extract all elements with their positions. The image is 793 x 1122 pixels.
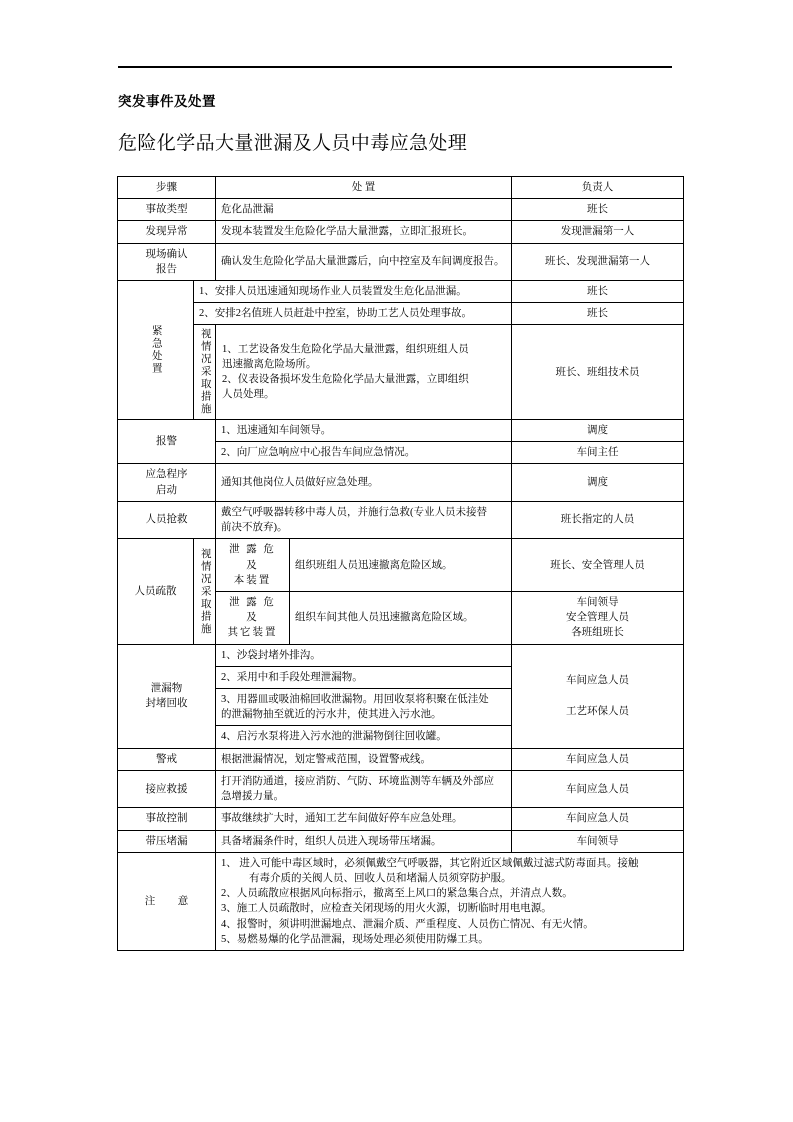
owner-evacuation-item2-line2: 安全管理人员 xyxy=(566,612,629,624)
table-row-pressure-plugging xyxy=(118,830,684,852)
owner-accident-type: 班长 xyxy=(512,199,684,221)
owner-personnel-rescue: 班长指定的人员 xyxy=(512,501,684,538)
action-text-leak-item4: 4、启污水泵将进入污水池的泄漏物倒往回收罐。 xyxy=(216,726,512,748)
action-text-receive-rescue-line2: 急增援力量。 xyxy=(221,791,284,803)
table-row-notes xyxy=(118,852,684,950)
action-text-emergency-item2: 2、安排2名值班人员赶赴中控室，协助工艺人员处理事故。 xyxy=(194,303,512,325)
step-label-emergency-handling xyxy=(118,281,194,420)
step-label-procedure-start xyxy=(118,464,216,501)
action-text-cordon: 根据泄漏情况，划定警戒范围，设置警戒线。 xyxy=(216,748,512,770)
notes-item1-line2: 有毒介质的关阀人员、回收人员和堵漏人员须穿防护服。 xyxy=(249,873,512,884)
owner-emergency-item1: 班长 xyxy=(512,281,684,303)
step-label-personnel-rescue: 人员抢救 xyxy=(118,501,216,538)
column-header-action: 处 置 xyxy=(216,176,512,198)
table-row-abnormal-found xyxy=(118,221,684,243)
action-text-leak-item1: 1、沙袋封堵外排沟。 xyxy=(216,644,512,666)
owner-cordon: 车间应急人员 xyxy=(512,748,684,770)
notes-item4: 4、报警时，须讲明泄漏地点、泄漏介质、严重程度、人员伤亡情况、有无火情。 xyxy=(221,918,594,930)
step-label-accident-control: 事故控制 xyxy=(118,808,216,830)
table-row-leak-containment-1 xyxy=(118,644,684,666)
owner-abnormal-found: 发现泄漏第一人 xyxy=(512,221,684,243)
owner-alarm-item2: 车间主任 xyxy=(512,442,684,464)
action-text-alarm-item2: 2、向厂应急响应中心报告车间应急情况。 xyxy=(216,442,512,464)
sub-label-emergency-measures xyxy=(194,325,216,420)
action-text-evacuation-item1: 组织班组人员迅速撤离危险区域。 xyxy=(290,539,512,592)
owner-emergency-item2: 班长 xyxy=(512,303,684,325)
action-text-receive-rescue xyxy=(216,770,512,807)
table-row-accident-type xyxy=(118,199,684,221)
sub-label-evacuation-own-unit-line2: 本装置 xyxy=(233,574,272,586)
step-label-site-confirm-line1: 现场确认 xyxy=(145,248,188,260)
action-text-accident-type: 危化品泄漏 xyxy=(216,199,512,221)
owner-emergency-item3: 班长、班组技术员 xyxy=(512,325,684,420)
action-text-evacuation-item2: 组织车间其他人员迅速撤离危险区域。 xyxy=(290,591,512,644)
action-text-emergency-item3-line2: 迅速撤离危险场所。 xyxy=(222,359,317,370)
step-label-accident-type: 事故类型 xyxy=(118,199,216,221)
notes-item1-line1: 1、 进入可能中毒区域时，必须佩戴空气呼吸器，其它附近区域佩戴过滤式防毒面具。接触 xyxy=(221,857,639,869)
notes-item3: 3、施工人员疏散时，应检查关闭现场的用火火源，切断临时用电电源。 xyxy=(221,903,552,915)
notes-item5: 5、易燃易爆的化学品泄漏，现场处理必须使用防爆工具。 xyxy=(221,933,489,945)
table-row-cordon xyxy=(118,748,684,770)
owner-evacuation-item2 xyxy=(512,591,684,644)
owner-evacuation-item1: 班长、安全管理人员 xyxy=(512,539,684,592)
document-heading: 突发事件及处置 xyxy=(118,94,216,109)
action-text-emergency-item3 xyxy=(216,325,512,420)
owner-leak-containment xyxy=(512,644,684,748)
table-row-evacuation-item1 xyxy=(118,539,684,592)
step-label-emergency-handling-vertical: 紧急处置 xyxy=(150,325,162,375)
table-row-emergency-item3 xyxy=(118,325,684,420)
owner-accident-control: 车间应急人员 xyxy=(512,808,684,830)
emergency-procedure-table xyxy=(117,176,684,951)
action-text-emergency-item3-line3: 2、仪表设备损坏发生危险化学品大量泄露，立即组织 xyxy=(222,374,469,386)
step-label-procedure-start-line1: 应急程序 xyxy=(145,469,188,481)
action-text-receive-rescue-line1: 打开消防通道，接应消防、气防、环境监测等车辆及外部应 xyxy=(221,775,494,787)
owner-alarm-item1: 调度 xyxy=(512,419,684,441)
notes-item2: 2、人员疏散应根据风向标指示，撤离至上风口的紧急集合点，并清点人数。 xyxy=(221,888,573,900)
notes-content xyxy=(216,852,684,950)
document-content xyxy=(118,66,672,951)
table-row-emergency-item2 xyxy=(118,303,684,325)
owner-evacuation-item2-line1: 车间领导 xyxy=(576,596,619,608)
header-rule xyxy=(118,66,672,68)
column-header-owner: 负责人 xyxy=(512,176,684,198)
owner-pressure-plugging: 车间领导 xyxy=(512,830,684,852)
table-row-personnel-rescue xyxy=(118,501,684,538)
page-title: 危险化学品大量泄漏及人员中毒应急处理 xyxy=(118,133,468,155)
action-text-alarm-item1: 1、迅速通知车间领导。 xyxy=(216,419,512,441)
action-text-emergency-item3-line1: 1、工艺设备发生危险化学品大量泄露，组织班组人员 xyxy=(222,343,469,355)
step-label-site-confirm-line2: 报告 xyxy=(156,263,177,275)
action-text-leak-item3-line2: 的泄漏物抽至就近的污水井，使其进入污水池。 xyxy=(221,709,442,721)
step-label-site-confirm xyxy=(118,243,216,280)
sub-label-evacuation-own-unit-line1: 泄 露 危 及 xyxy=(229,544,276,571)
action-text-personnel-rescue xyxy=(216,501,512,538)
step-label-cordon: 警戒 xyxy=(118,748,216,770)
sub-label-emergency-measures-vertical: 视情况采取措施 xyxy=(199,328,211,416)
action-text-personnel-rescue-line2: 前决不放弃)。 xyxy=(221,522,288,534)
action-text-site-confirm: 确认发生危险化学品大量泄露后，向中控室及车间调度报告。 xyxy=(216,243,512,280)
step-label-procedure-start-line2: 启动 xyxy=(156,484,177,496)
step-label-leak-containment-line1: 泄漏物 xyxy=(150,682,183,694)
action-text-accident-control: 事故继续扩大时，通知工艺车间做好停车应急处理。 xyxy=(216,808,512,830)
step-label-leak-containment-line2: 封堵回收 xyxy=(145,698,188,710)
sub-label-evacuation-other-unit xyxy=(216,591,290,644)
action-text-personnel-rescue-line1: 戴空气呼吸器转移中毒人员，并施行急救(专业人员未接替 xyxy=(221,506,487,518)
step-label-alarm: 报警 xyxy=(118,419,216,463)
action-text-abnormal-found: 发现本装置发生危险化学品大量泄露，立即汇报班长。 xyxy=(216,221,512,243)
table-header-row xyxy=(118,176,684,198)
action-text-leak-item3 xyxy=(216,689,512,726)
step-label-pressure-plugging: 带压堵漏 xyxy=(118,830,216,852)
sub-label-evacuation-measures-vertical: 视情况采取措施 xyxy=(199,547,211,636)
table-row-receive-rescue xyxy=(118,770,684,807)
column-header-step: 步骤 xyxy=(118,176,216,198)
action-text-emergency-item3-line4: 人员处理。 xyxy=(222,389,275,401)
action-text-leak-item2: 2、采用中和手段处理泄漏物。 xyxy=(216,666,512,688)
owner-site-confirm: 班长、发现泄漏第一人 xyxy=(512,243,684,280)
owner-procedure-start: 调度 xyxy=(512,464,684,501)
sub-label-evacuation-other-unit-line1: 泄 露 危 及 xyxy=(229,596,276,624)
sub-label-evacuation-measures xyxy=(194,539,216,644)
owner-evacuation-item2-line3: 各班组班长 xyxy=(571,627,624,639)
step-label-receive-rescue: 接应救援 xyxy=(118,770,216,807)
table-row-site-confirm xyxy=(118,243,684,280)
owner-receive-rescue: 车间应急人员 xyxy=(512,770,684,807)
notes-label: 注 意 xyxy=(118,852,216,950)
action-text-procedure-start: 通知其他岗位人员做好应急处理。 xyxy=(216,464,512,501)
action-text-emergency-item1: 1、安排人员迅速通知现场作业人员装置发生危化品泄漏。 xyxy=(194,281,512,303)
action-text-leak-item3-line1: 3、用器皿或吸油棉回收泄漏物。用回收泵将积聚在低洼处 xyxy=(221,694,489,706)
sub-label-evacuation-own-unit xyxy=(216,539,290,592)
step-label-abnormal-found: 发现异常 xyxy=(118,221,216,243)
step-label-leak-containment xyxy=(118,644,216,748)
table-row-accident-control xyxy=(118,808,684,830)
sub-label-evacuation-other-unit-line2: 其它装置 xyxy=(227,627,278,639)
table-row-procedure-start xyxy=(118,464,684,501)
table-row-emergency-item1 xyxy=(118,281,684,303)
step-label-personnel-evacuation: 人员疏散 xyxy=(118,539,194,644)
owner-leak-containment-line1: 车间应急人员 xyxy=(566,675,629,687)
owner-leak-containment-line2: 工艺环保人员 xyxy=(566,705,629,717)
table-row-alarm-item1 xyxy=(118,419,684,441)
action-text-pressure-plugging: 具备堵漏条件时，组织人员进入现场带压堵漏。 xyxy=(216,830,512,852)
